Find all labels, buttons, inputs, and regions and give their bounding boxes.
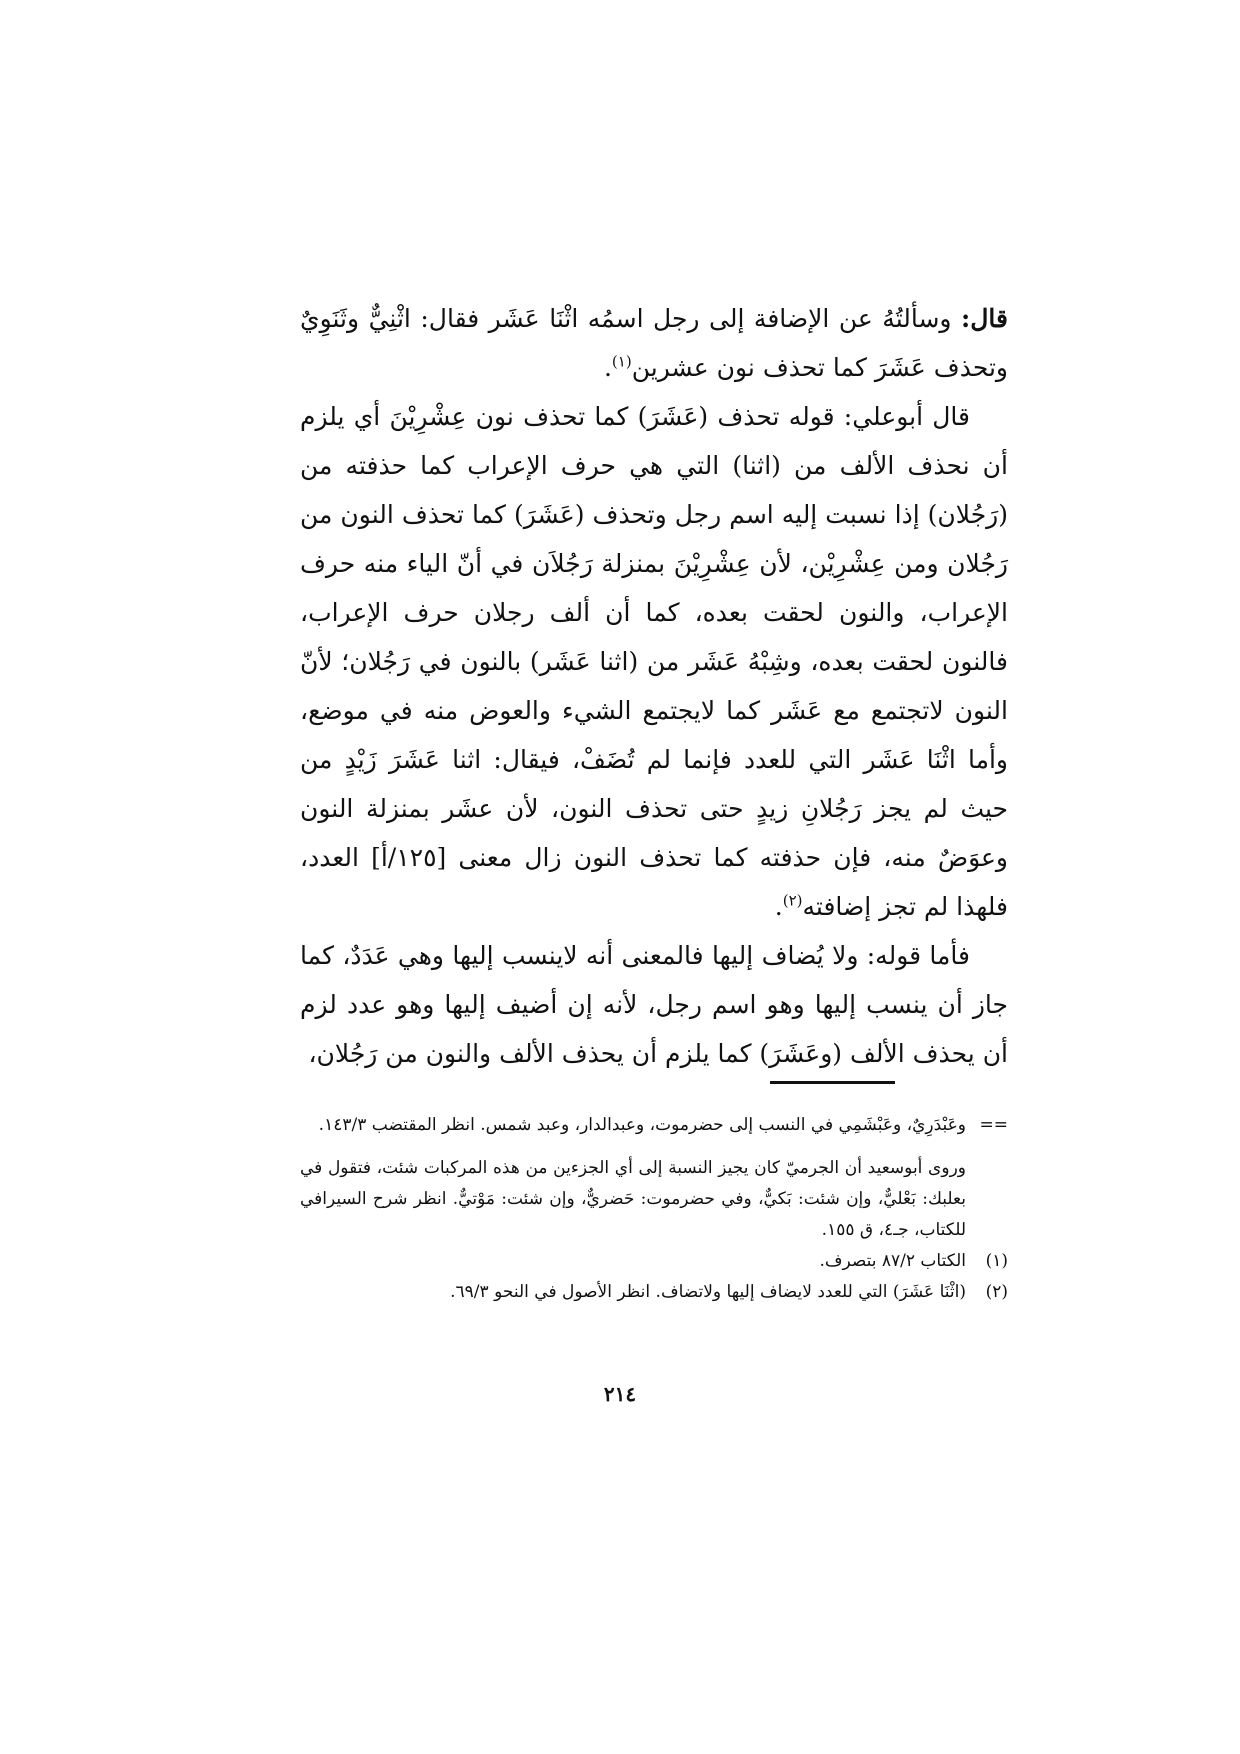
footnote-continuation [300, 1110, 1008, 1141]
footnote-separator [770, 1081, 895, 1084]
footnotes-section [300, 1110, 1008, 1308]
paragraph-1-lead: قال: [961, 304, 1008, 333]
sirafi-note-text: وروى أبوسعيد أن الجرميّ كان يجيز النسبة إلى أي الجزءين من هذه المركبات شئت، فتقول في بعلبك: بَعْليٌّ، وإن شئت: بَكيٌّ، وفي حضرموت: حَضريٌّ، وإن شئت: مَوْتيٌّ. انظر شرح السيرافي للكتاب، جـ٤، ق ١٥٥. [300, 1158, 966, 1240]
page-number: ٢١٤ [603, 1382, 637, 1406]
paragraph-1-end: . [603, 353, 612, 382]
main-text-body [300, 294, 1008, 1078]
footnote-number: (١) [985, 1251, 1008, 1271]
paragraph-1 [300, 294, 1008, 392]
footnote-item-2 [300, 1277, 1008, 1308]
footnote-text: (اثْنَا عَشَرَ) التي للعدد لايضاف إليها ولاتضاف. انظر الأصول في النحو ٦٩/٣. [450, 1282, 966, 1302]
paragraph-2-text: قال أبوعلي: قوله تحذف (عَشَرَ) كما تحذف نون عِشْرِيْنَ أي يلزم أن نحذف الألف من (اثنا) التي هي حرف الإعراب كما حذفته من (رَجُلان) إذا نسبت إليه اسم رجل وتحذف (عَشَرَ) كما تحذف النون من رَجُلان ومن عِشْرِيْن، لأن عِشْرِيْنَ بمنزلة رَجُلاَن في أنّ الياء منه حرف الإعراب، والنون لحقت بعده، كما أن ألف رجلان حرف الإعراب، فالنون لحقت بعده، وشِبْهُ عَشَر من (اثنا عَشَر) بالنون في رَجُلان؛ لأنّ النون لاتجتمع مع عَشَر كما لايجتمع الشيء والعوض منه في موضع، وأما اثْنَا عَشَر التي للعدد فإنما لم تُضَفْ، فيقال: اثنا عَشَرَ زَيْدٍ من حيث لم يجز رَجُلانِ زيدٍ حتى تحذف النون، لأن عشَر بمنزلة النون وعوَضٌ منه، فإن حذفته كما تحذف النون زال معنى [١٢٥/أ] العدد، فلهذا لم تجز إضافته [300, 402, 1008, 921]
paragraph-2-end: . [774, 892, 783, 921]
footnote-ref-2: (٢) [782, 891, 803, 910]
continuation-text: وعَبْدَرِيٌ، وعَبْشَمِي في النسب إلى حضرموت، وعبدالدار، وعبد شمس. انظر المقتضب ١٤٣/٣. [318, 1115, 966, 1135]
continuation-mark: == [979, 1115, 1008, 1135]
footnote-number: (٢) [985, 1282, 1008, 1302]
paragraph-3: فأما قوله: ولا يُضاف إليها فالمعنى أنه لاينسب إليها وهي عَدَدٌ، كما جاز أن ينسب إليها وهو اسم رجل، لأنه إن أضيف إليها وهو عدد لزم أن يحذف الألف (وعَشَرَ) كما يلزم أن يحذف الألف والنون من رَجُلان، [300, 941, 1008, 1068]
paragraph-1-text: وسألتُهُ عن الإضافة إلى رجل اسمُه اثْنَا عَشَر فقال: اثْنِيٌّ وثَنَوِيٌ وتحذف عَشَرَ كما تحذف نون عشرين [300, 304, 1008, 382]
footnote-sirafi-note [300, 1153, 1008, 1246]
footnote-text: الكتاب ٨٧/٢ بتصرف. [819, 1251, 966, 1271]
footnote-gap [300, 1141, 1008, 1153]
footnote-item-1 [300, 1246, 1008, 1277]
paragraph-2 [300, 392, 1008, 931]
footnote-ref-1: (١) [611, 352, 632, 371]
